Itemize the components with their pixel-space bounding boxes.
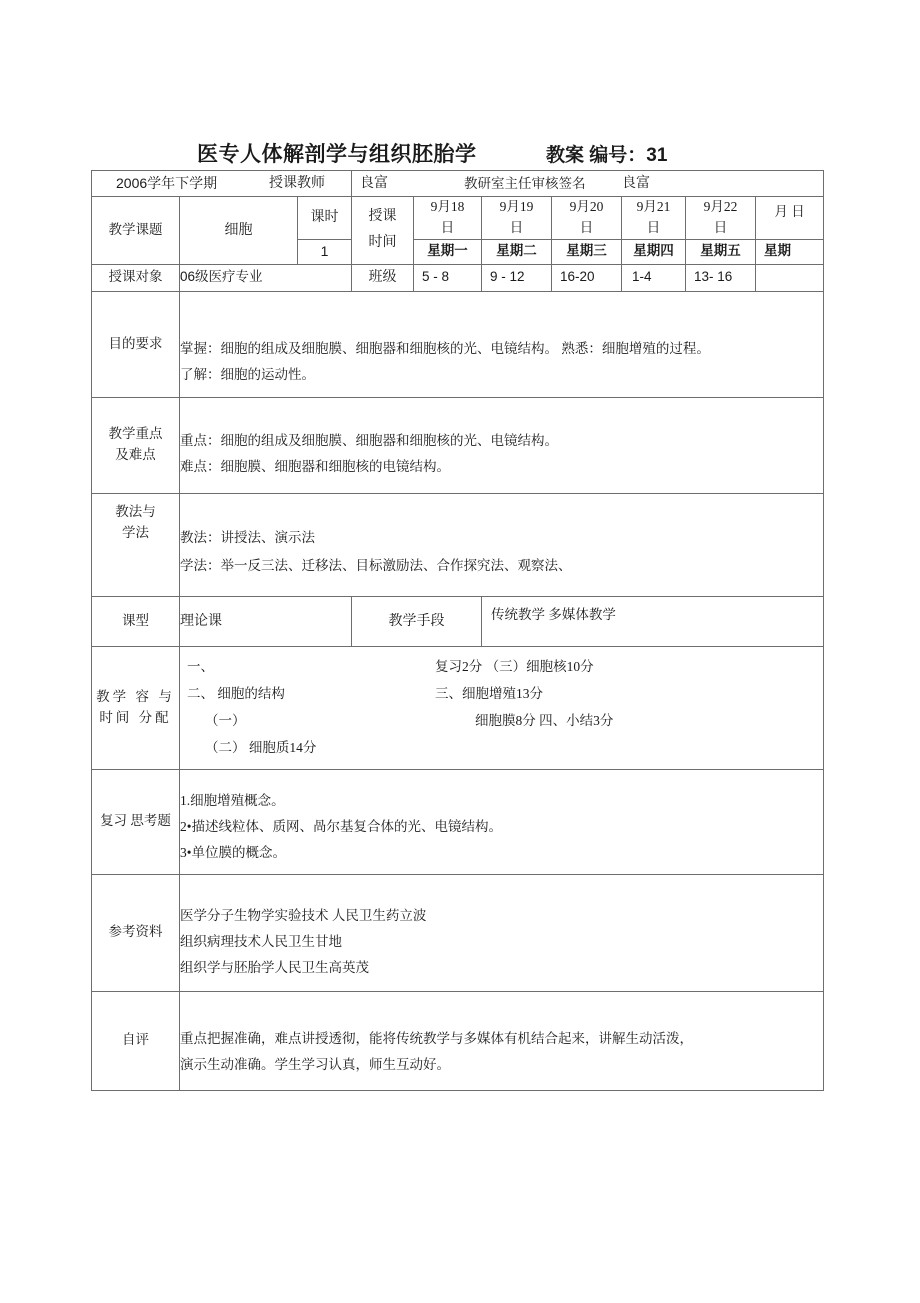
objectives-line-2: 了解：细胞的运动性。 bbox=[180, 366, 315, 382]
table-row-key-points bbox=[92, 397, 824, 493]
content-cell bbox=[180, 646, 824, 769]
content-left-line-2: 二、 细胞的结构 bbox=[187, 685, 285, 701]
term-text: 2006学年下学期 bbox=[116, 175, 218, 191]
key-points-line-2: 难点：细胞膜、细胞器和细胞核的电镜结构。 bbox=[180, 458, 450, 474]
schedule-periods-3: 16-20 bbox=[552, 264, 622, 291]
audience-label: 授课对象 bbox=[92, 264, 180, 291]
table-row-topic-dates bbox=[92, 197, 824, 240]
audience-value: 06级医疗专业 bbox=[180, 264, 352, 291]
class-label: 班级 bbox=[352, 264, 414, 291]
content-left-line-4: （二） 细胞质14分 bbox=[205, 739, 317, 755]
content-column-left bbox=[187, 653, 437, 761]
review-questions-cell bbox=[180, 769, 824, 874]
table-row-objectives bbox=[92, 291, 824, 397]
topic-label: 教学课题 bbox=[92, 197, 180, 265]
schedule-date-2-suffix: 日 bbox=[509, 219, 524, 235]
content-column-right bbox=[435, 653, 765, 734]
teaching-means-label: 教学手段 bbox=[352, 596, 482, 646]
schedule-periods-1: 5 - 8 bbox=[414, 264, 482, 291]
content-label-line2: 时间 分配 bbox=[99, 709, 172, 725]
reviewer-name: 良富 bbox=[622, 176, 651, 191]
schedule-date-5-md: 9月22 bbox=[703, 199, 738, 214]
self-review-cell bbox=[180, 991, 824, 1090]
hours-value: 1 bbox=[298, 239, 352, 264]
reference-line-3: 组织学与胚胎学人民卫生高英茂 bbox=[180, 959, 369, 975]
key-points-cell bbox=[180, 397, 824, 493]
page-title: 医专人体解剖学与组织胚胎学 bbox=[197, 143, 477, 166]
schedule-date-1 bbox=[414, 197, 482, 240]
content-right-line-3: 细胞膜8分 四、小结3分 bbox=[475, 712, 614, 728]
content-right-line-1: 复习2分 （三）细胞核10分 bbox=[435, 658, 594, 674]
review-question-1: 1.细胞增殖概念。 bbox=[180, 792, 285, 808]
schedule-date-5 bbox=[686, 197, 756, 240]
schedule-weekday-2: 星期二 bbox=[482, 239, 552, 264]
schedule-date-3-suffix: 日 bbox=[579, 219, 594, 235]
table-row-methods bbox=[92, 493, 824, 596]
schedule-date-4-suffix: 日 bbox=[646, 219, 661, 235]
reference-line-1: 医学分子生物学实验技术 人民卫生药立波 bbox=[180, 907, 427, 923]
references-label: 参考资料 bbox=[92, 874, 180, 991]
table-row-course-type bbox=[92, 596, 824, 646]
schedule-date-4-md: 9月21 bbox=[636, 199, 671, 214]
teaching-time-label-line1: 授课 bbox=[368, 208, 397, 224]
methods-line-2: 学法：举一反三法、迁移法、目标激励法、合作探究法、观察法、 bbox=[180, 557, 572, 573]
table-row-self-review bbox=[92, 991, 824, 1090]
teacher-label: 授课教师 bbox=[269, 176, 325, 191]
schedule-weekday-4: 星期四 bbox=[622, 239, 686, 264]
course-type-value: 理论课 bbox=[180, 596, 352, 646]
key-points-label bbox=[92, 397, 180, 493]
self-review-line-1: 重点把握准确，难点讲授透彻，能将传统教学与多媒体有机结合起来，讲解生动活泼， bbox=[180, 1030, 693, 1046]
schedule-date-6 bbox=[756, 197, 824, 240]
topic-value: 细胞 bbox=[180, 197, 298, 265]
document-header bbox=[91, 138, 823, 168]
references-cell bbox=[180, 874, 824, 991]
review-question-3: 3•单位膜的概念。 bbox=[180, 844, 286, 860]
schedule-date-6-md: 月 日 bbox=[774, 204, 805, 219]
objectives-cell bbox=[180, 291, 824, 397]
term-cell bbox=[92, 171, 352, 197]
course-type-label: 课型 bbox=[92, 596, 180, 646]
self-review-line-2: 演示生动准确。学生学习认真，师生互动好。 bbox=[180, 1056, 450, 1072]
objectives-line-1: 掌握：细胞的组成及细胞膜、细胞器和细胞核的光、电镜结构。 熟悉：细胞增殖的过程。 bbox=[180, 340, 710, 356]
schedule-date-2-md: 9月19 bbox=[499, 199, 534, 214]
schedule-weekday-3: 星期三 bbox=[552, 239, 622, 264]
methods-line-1: 教法：讲授法、演示法 bbox=[180, 529, 315, 545]
schedule-weekday-1: 星期一 bbox=[414, 239, 482, 264]
content-label bbox=[92, 646, 180, 769]
table-row-review-questions bbox=[92, 769, 824, 874]
table-row-content bbox=[92, 646, 824, 769]
key-points-label-line2: 及难点 bbox=[115, 447, 156, 463]
objectives-label: 目的要求 bbox=[92, 291, 180, 397]
key-points-label-line1: 教学重点 bbox=[108, 426, 163, 442]
content-left-line-1: 一、 bbox=[187, 658, 214, 674]
reviewer-cell bbox=[352, 171, 824, 197]
schedule-periods-6 bbox=[756, 264, 824, 291]
methods-label-line1: 教法与 bbox=[115, 503, 156, 519]
teacher-name: 良富 bbox=[360, 176, 389, 191]
schedule-periods-5: 13- 16 bbox=[686, 264, 756, 291]
methods-cell bbox=[180, 493, 824, 596]
document-number: 教案 编号：31 bbox=[546, 145, 668, 166]
review-questions-label: 复习 思考题 bbox=[92, 769, 180, 874]
table-row-references bbox=[92, 874, 824, 991]
table-row-audience bbox=[92, 264, 824, 291]
reviewer-label: 教研室主任审核签名 bbox=[464, 176, 586, 191]
content-right-line-2: 三、细胞增殖13分 bbox=[435, 685, 543, 701]
content-left-line-3: （一） bbox=[205, 712, 246, 728]
schedule-date-3 bbox=[552, 197, 622, 240]
schedule-weekday-6: 星期 bbox=[756, 239, 824, 264]
teaching-time-label-line2: 时间 bbox=[368, 235, 397, 251]
schedule-date-1-md: 9月18 bbox=[430, 199, 465, 214]
methods-label-line2: 学法 bbox=[122, 524, 149, 540]
schedule-weekday-5: 星期五 bbox=[686, 239, 756, 264]
schedule-periods-4: 1-4 bbox=[622, 264, 686, 291]
methods-label bbox=[92, 493, 180, 596]
review-question-2: 2•描述线粒体、质网、咼尔基复合体的光、电镜结构。 bbox=[180, 818, 502, 834]
schedule-date-1-suffix: 日 bbox=[440, 219, 455, 235]
schedule-date-5-suffix: 日 bbox=[713, 219, 728, 235]
hours-label: 课时 bbox=[298, 197, 352, 240]
key-points-line-1: 重点：细胞的组成及细胞膜、细胞器和细胞核的光、电镜结构。 bbox=[180, 432, 558, 448]
schedule-date-4 bbox=[622, 197, 686, 240]
schedule-date-2 bbox=[482, 197, 552, 240]
teaching-means-value: 传统教学 多媒体教学 bbox=[482, 596, 824, 646]
schedule-date-3-md: 9月20 bbox=[569, 199, 604, 214]
lesson-plan-table bbox=[91, 170, 824, 1091]
content-label-line1: 教学 容 与 bbox=[96, 688, 175, 704]
teaching-time-label bbox=[352, 197, 414, 265]
schedule-periods-2: 9 - 12 bbox=[482, 264, 552, 291]
self-review-label: 自评 bbox=[92, 991, 180, 1090]
table-row-term bbox=[92, 171, 824, 197]
reference-line-2: 组织病理技术人民卫生甘地 bbox=[180, 933, 342, 949]
content-columns bbox=[180, 647, 823, 755]
